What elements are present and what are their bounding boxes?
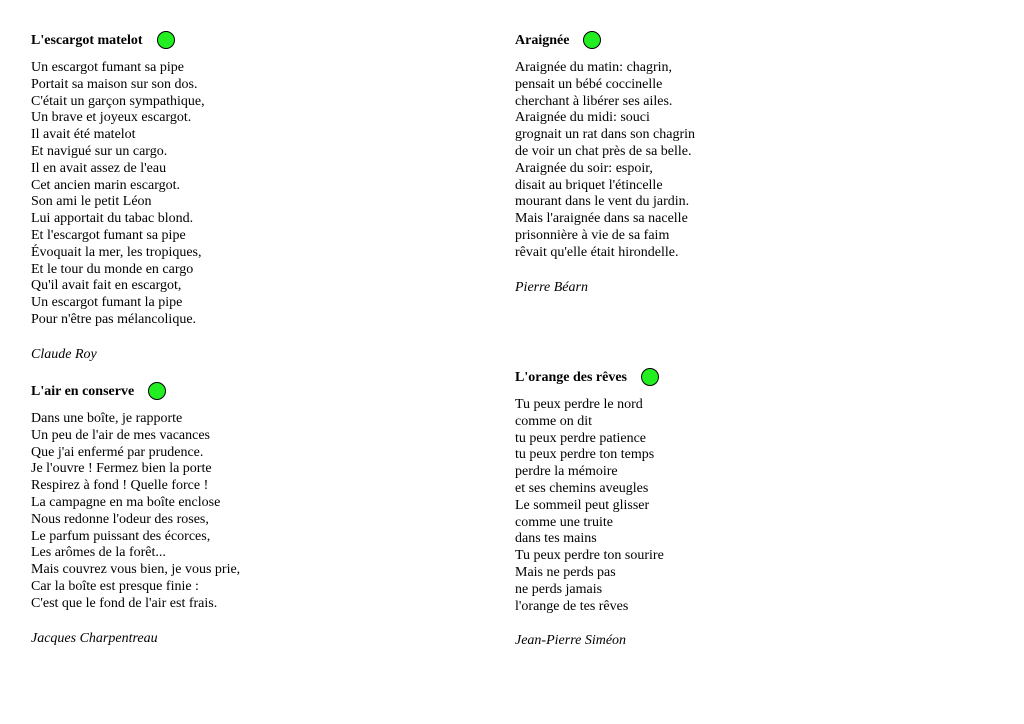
- poem-line: Araignée du matin: chagrin,: [515, 60, 673, 75]
- green-dot-icon: [157, 31, 175, 49]
- poem-line: tu peux perdre patience: [515, 430, 646, 446]
- poem-lines: [31, 60, 471, 329]
- poem-line: Mais l'araignée dans sa nacelle: [515, 211, 688, 227]
- poem-line: Tu peux perdre ton sourire: [515, 548, 664, 564]
- poem-line: Un escargot fumant la pipe: [31, 295, 183, 311]
- poem-line: Le sommeil peut glisser: [515, 497, 650, 513]
- poem-line: Le parfum puissant des écorces,: [31, 528, 211, 544]
- poem-author: Jacques Charpentreau: [31, 630, 158, 646]
- poem-line: Un escargot fumant sa pipe: [31, 60, 184, 75]
- poem-title: L'air en conserve: [31, 383, 135, 399]
- poem-line: Un peu de l'air de mes vacances: [31, 427, 210, 443]
- poem-line: Cet ancien marin escargot.: [31, 177, 181, 193]
- poem-title: Araignée: [515, 32, 570, 48]
- poem-line: prisonnière à vie de sa faim: [515, 227, 670, 243]
- poem-orange-des-reves: [515, 366, 955, 649]
- poem-line: La campagne en ma boîte enclose: [31, 494, 221, 510]
- poem-line: Qu'il avait fait en escargot,: [31, 278, 182, 294]
- poem-line: Que j'ai enfermé par prudence.: [31, 444, 204, 460]
- poem-line: Tu peux perdre le nord: [515, 397, 643, 412]
- poem-line: Respirez à fond ! Quelle force !: [31, 478, 209, 494]
- poem-line: disait au briquet l'étincelle: [515, 177, 663, 193]
- poem-line: C'était un garçon sympathique,: [31, 93, 205, 109]
- green-dot-icon: [641, 368, 659, 386]
- poem-line: pensait un bébé coccinelle: [515, 76, 663, 92]
- poem-title: L'escargot matelot: [31, 32, 143, 48]
- poem-lines: [31, 411, 471, 613]
- poem-title-row: [515, 366, 955, 388]
- poem-araignee: [515, 29, 955, 296]
- poem-lines: [515, 60, 955, 262]
- poem-line: comme on dit: [515, 413, 592, 429]
- poem-line: et ses chemins aveugles: [515, 480, 649, 496]
- poem-line: ne perds jamais: [515, 581, 603, 597]
- poem-line: comme une truite: [515, 514, 613, 530]
- poem-author: Pierre Béarn: [515, 279, 588, 295]
- poem-escargot-matelot: [31, 29, 471, 363]
- poem-line: Mais couvrez vous bien, je vous prie,: [31, 562, 241, 578]
- poem-title-row: [515, 29, 955, 51]
- poem-line: Évoquait la mer, les tropiques,: [31, 244, 202, 260]
- poem-line: Portait sa maison sur son dos.: [31, 76, 198, 92]
- poem-air-en-conserve: [31, 380, 471, 647]
- poem-line: Mais ne perds pas: [515, 564, 616, 580]
- poem-line: rêvait qu'elle était hirondelle.: [515, 244, 679, 260]
- poem-line: Il en avait assez de l'eau: [31, 160, 167, 176]
- poem-line: dans tes mains: [515, 531, 597, 547]
- poem-line: Dans une boîte, je rapporte: [31, 411, 183, 426]
- green-dot-icon: [583, 31, 601, 49]
- poem-line: Son ami le petit Léon: [31, 194, 152, 210]
- poem-line: C'est que le fond de l'air est frais.: [31, 595, 218, 611]
- poem-line: Pour n'être pas mélancolique.: [31, 311, 197, 327]
- green-dot-icon: [148, 382, 166, 400]
- poem-line: Les arômes de la forêt...: [31, 545, 166, 561]
- poem-title-row: [31, 380, 471, 402]
- poem-line: tu peux perdre ton temps: [515, 447, 655, 463]
- poem-line: Et l'escargot fumant sa pipe: [31, 227, 186, 243]
- poem-line: Araignée du soir: espoir,: [515, 160, 653, 176]
- poem-line: Un brave et joyeux escargot.: [31, 110, 192, 126]
- poem-line: grognait un rat dans son chagrin: [515, 127, 696, 143]
- poem-line: Je l'ouvre ! Fermez bien la porte: [31, 461, 212, 477]
- poem-line: Araignée du midi: souci: [515, 110, 650, 126]
- poem-author: Jean-Pierre Siméon: [515, 633, 627, 649]
- poem-line: Nous redonne l'odeur des roses,: [31, 511, 209, 527]
- poem-line: Car la boîte est presque finie :: [31, 578, 199, 594]
- poem-title-row: [31, 29, 471, 51]
- poem-line: Et le tour du monde en cargo: [31, 261, 194, 277]
- poem-line: Et navigué sur un cargo.: [31, 143, 168, 159]
- poem-lines: [515, 397, 955, 615]
- poem-line: l'orange de tes rêves: [515, 598, 629, 614]
- poem-line: Lui apportait du tabac blond.: [31, 211, 194, 227]
- poem-line: de voir un chat près de sa belle.: [515, 143, 692, 159]
- poem-line: cherchant à libérer ses ailes.: [515, 93, 673, 109]
- poem-line: Il avait été matelot: [31, 127, 136, 143]
- poem-line: mourant dans le vent du jardin.: [515, 194, 690, 210]
- poem-line: perdre la mémoire: [515, 464, 618, 480]
- poem-author: Claude Roy: [31, 346, 97, 362]
- poem-title: L'orange des rêves: [515, 369, 627, 385]
